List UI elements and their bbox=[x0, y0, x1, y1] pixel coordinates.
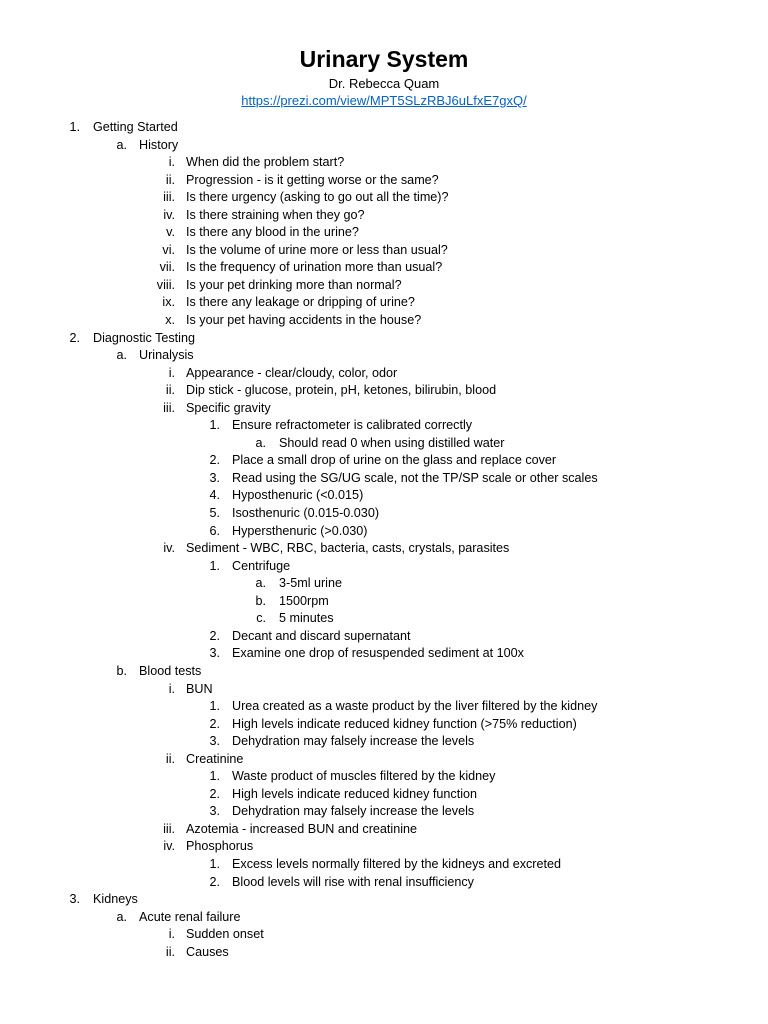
outline-item-text: Azotemia - increased BUN and creatinine bbox=[186, 821, 417, 836]
outline-item-marker: iii. bbox=[163, 190, 175, 205]
outline-item-text: Phosphorus bbox=[186, 839, 254, 854]
outline-item-level-1 bbox=[0, 330, 768, 348]
outline-item-marker: a. bbox=[116, 137, 127, 152]
outline-item-marker: x. bbox=[165, 313, 175, 328]
outline-item-marker: 3. bbox=[209, 734, 220, 749]
outline-item-marker: i. bbox=[168, 681, 175, 696]
outline-item-level-4 bbox=[0, 452, 768, 470]
outline-item-text: Dehydration may falsely increase the levels bbox=[232, 734, 475, 749]
outline-item-level-4 bbox=[0, 523, 768, 541]
outline-item-marker: a. bbox=[255, 576, 266, 591]
outline-item-marker: a. bbox=[116, 348, 127, 363]
outline-item-marker: v. bbox=[166, 225, 175, 240]
outline-item-marker: 1. bbox=[209, 769, 220, 784]
outline-item-marker: ix. bbox=[162, 295, 175, 310]
outline-item-marker: i. bbox=[168, 927, 175, 942]
outline-item-level-1 bbox=[0, 891, 768, 909]
outline-item-text: Isosthenuric (0.015-0.030) bbox=[232, 506, 380, 521]
outline-item-text: Urinalysis bbox=[139, 348, 194, 363]
outline-item-marker: iii. bbox=[163, 821, 175, 836]
outline-item-marker: 3. bbox=[209, 646, 220, 661]
outline-item-level-3 bbox=[0, 154, 768, 172]
outline-item-level-3 bbox=[0, 821, 768, 839]
outline-item-text: Specific gravity bbox=[186, 400, 271, 415]
outline-item-level-3 bbox=[0, 224, 768, 242]
outline-item-marker: 1. bbox=[209, 856, 220, 871]
outline-item-level-3 bbox=[0, 277, 768, 295]
outline-item-marker: vii. bbox=[159, 260, 175, 275]
outline-item-level-5 bbox=[0, 575, 768, 593]
outline-item-level-4 bbox=[0, 645, 768, 663]
outline-item-level-3 bbox=[0, 540, 768, 558]
outline-item-marker: b. bbox=[255, 593, 266, 608]
outline-item-level-5 bbox=[0, 435, 768, 453]
outline-item-level-3 bbox=[0, 189, 768, 207]
outline-item-text: Sudden onset bbox=[186, 927, 264, 942]
outline-item-level-3 bbox=[0, 365, 768, 383]
outline-item-text: Is your pet drinking more than normal? bbox=[186, 277, 402, 292]
outline-item-marker: ii. bbox=[165, 383, 175, 398]
outline-item-text: 5 minutes bbox=[279, 611, 334, 626]
outline-item-marker: ii. bbox=[165, 944, 175, 959]
outline-item-marker: b. bbox=[116, 663, 127, 678]
outline-item-text: Diagnostic Testing bbox=[93, 330, 195, 345]
outline-item-text: High levels indicate reduced kidney function (>75% reduction) bbox=[232, 716, 577, 731]
outline-item-marker: 2. bbox=[209, 874, 220, 889]
outline-item-text: Read using the SG/UG scale, not the TP/SP scale or other scales bbox=[232, 470, 598, 485]
outline-item-level-2 bbox=[0, 347, 768, 365]
outline-item-level-5 bbox=[0, 610, 768, 628]
outline-item-level-2 bbox=[0, 137, 768, 155]
outline-item-text: Ensure refractometer is calibrated correctly bbox=[232, 418, 473, 433]
outline-item-marker: i. bbox=[168, 155, 175, 170]
outline-item-text: Examine one drop of resuspended sediment at 100x bbox=[232, 646, 524, 661]
outline-item-text: Waste product of muscles filtered by the kidney bbox=[232, 769, 496, 784]
outline-item-text: Hypersthenuric (>0.030) bbox=[232, 523, 368, 538]
outline-item-marker: 4. bbox=[209, 488, 220, 503]
outline-item-level-3 bbox=[0, 312, 768, 330]
outline-item-marker: 3. bbox=[69, 892, 80, 907]
outline-item-text: Should read 0 when using distilled water bbox=[279, 435, 505, 450]
outline-item-marker: 3. bbox=[209, 804, 220, 819]
outline-item-level-1 bbox=[0, 119, 768, 137]
outline-item-text: Is the frequency of urination more than usual? bbox=[186, 260, 443, 275]
outline-item-text: 1500rpm bbox=[279, 593, 329, 608]
outline-item-marker: ii. bbox=[165, 751, 175, 766]
outline-item-marker: 1. bbox=[209, 418, 220, 433]
outline-item-level-3 bbox=[0, 838, 768, 856]
outline-item-text: Creatinine bbox=[186, 751, 244, 766]
outline-item-text: Decant and discard supernatant bbox=[232, 628, 411, 643]
outline-item-level-5 bbox=[0, 593, 768, 611]
outline-item-level-3 bbox=[0, 207, 768, 225]
document-author: Dr. Rebecca Quam bbox=[328, 76, 440, 91]
outline-item-text: Is there any blood in the urine? bbox=[186, 225, 359, 240]
document-title: Urinary System bbox=[299, 46, 469, 72]
outline-item-marker: 1. bbox=[209, 558, 220, 573]
outline-item-level-4 bbox=[0, 698, 768, 716]
outline-item-level-3 bbox=[0, 944, 768, 962]
outline-item-level-3 bbox=[0, 751, 768, 769]
outline-item-text: Excess levels normally filtered by the kidneys and excreted bbox=[232, 856, 561, 871]
outline-item-marker: 2. bbox=[69, 330, 80, 345]
outline-item-marker: 6. bbox=[209, 523, 220, 538]
outline-item-text: Sediment - WBC, RBC, bacteria, casts, crystals, parasites bbox=[186, 541, 510, 556]
outline-item-level-3 bbox=[0, 926, 768, 944]
outline-item-text: When did the problem start? bbox=[186, 155, 345, 170]
outline-item-level-4 bbox=[0, 505, 768, 523]
outline-item-text: Place a small drop of urine on the glass and replace cover bbox=[232, 453, 557, 468]
outline-item-text: Appearance - clear/cloudy, color, odor bbox=[186, 365, 398, 380]
outline-item-text: Acute renal failure bbox=[139, 909, 241, 924]
outline-item-text: Causes bbox=[186, 944, 229, 959]
outline-item-marker: iv. bbox=[163, 839, 175, 854]
outline-item-level-4 bbox=[0, 874, 768, 892]
outline-item-level-4 bbox=[0, 487, 768, 505]
outline-list bbox=[0, 119, 768, 961]
outline-item-marker: 1. bbox=[69, 120, 80, 134]
outline-item-level-3 bbox=[0, 681, 768, 699]
outline-item-level-4 bbox=[0, 786, 768, 804]
outline-item-text: Is your pet having accidents in the house? bbox=[186, 313, 422, 328]
outline-item-level-4 bbox=[0, 417, 768, 435]
outline-item-text: High levels indicate reduced kidney function bbox=[232, 786, 478, 801]
outline-item-marker: iv. bbox=[163, 541, 175, 556]
outline-item-level-4 bbox=[0, 803, 768, 821]
outline-item-text: Getting Started bbox=[93, 120, 178, 134]
prezi-link[interactable]: https://prezi.com/view/MPT5SLzRBJ6uLfxE7gxQ/ bbox=[241, 93, 527, 108]
outline-item-marker: a. bbox=[116, 909, 127, 924]
outline-item-marker: 2. bbox=[209, 628, 220, 643]
outline-item-text: Urea created as a waste product by the liver filtered by the kidney bbox=[232, 699, 598, 714]
outline-item-marker: iii. bbox=[163, 400, 175, 415]
outline-item-marker: 1. bbox=[209, 699, 220, 714]
outline-item-level-4 bbox=[0, 733, 768, 751]
outline-item-text: BUN bbox=[186, 681, 213, 696]
outline-item-marker: viii. bbox=[156, 277, 175, 292]
outline-item-text: Dehydration may falsely increase the levels bbox=[232, 804, 475, 819]
outline-item-marker: i. bbox=[168, 365, 175, 380]
outline-item-marker: a. bbox=[255, 435, 266, 450]
outline-item-text: Dip stick - glucose, protein, pH, ketones, bilirubin, blood bbox=[186, 383, 497, 398]
outline-item-level-3 bbox=[0, 259, 768, 277]
outline-item-text: Is there straining when they go? bbox=[186, 207, 365, 222]
outline-item-text: Is there urgency (asking to go out all the time)? bbox=[186, 190, 449, 205]
outline-item-level-3 bbox=[0, 294, 768, 312]
outline-item-level-4 bbox=[0, 768, 768, 786]
outline-item-level-4 bbox=[0, 558, 768, 576]
outline-item-text: Centrifuge bbox=[232, 558, 291, 573]
document-link-line bbox=[0, 92, 768, 110]
outline-item-text: 3-5ml urine bbox=[279, 576, 342, 591]
outline-item-text: Blood levels will rise with renal insufficiency bbox=[232, 874, 474, 889]
outline-item-marker: vi. bbox=[162, 242, 175, 257]
outline-item-text: Progression - is it getting worse or the same? bbox=[186, 172, 439, 187]
outline-item-level-4 bbox=[0, 716, 768, 734]
outline-item-text: Hyposthenuric (<0.015) bbox=[232, 488, 364, 503]
outline-item-level-3 bbox=[0, 172, 768, 190]
outline-item-level-2 bbox=[0, 909, 768, 927]
outline-item-text: Is there any leakage or dripping of urine? bbox=[186, 295, 415, 310]
outline-item-level-4 bbox=[0, 470, 768, 488]
outline-item-text: Kidneys bbox=[93, 892, 138, 907]
outline-item-text: Is the volume of urine more or less than usual? bbox=[186, 242, 448, 257]
outline-item-level-3 bbox=[0, 242, 768, 260]
outline-item-level-4 bbox=[0, 628, 768, 646]
outline-item-level-3 bbox=[0, 400, 768, 418]
outline-item-marker: 2. bbox=[209, 786, 220, 801]
outline-item-level-3 bbox=[0, 382, 768, 400]
outline-item-marker: 5. bbox=[209, 506, 220, 521]
outline-item-marker: 2. bbox=[209, 453, 220, 468]
outline-item-text: Blood tests bbox=[139, 663, 202, 678]
outline-item-marker: 2. bbox=[209, 716, 220, 731]
outline-item-text: History bbox=[139, 137, 179, 152]
outline-item-marker: ii. bbox=[165, 172, 175, 187]
outline-item-level-2 bbox=[0, 663, 768, 681]
outline-item-level-4 bbox=[0, 856, 768, 874]
outline-item-marker: c. bbox=[256, 611, 266, 626]
outline-item-marker: iv. bbox=[163, 207, 175, 222]
outline-item-marker: 3. bbox=[209, 470, 220, 485]
